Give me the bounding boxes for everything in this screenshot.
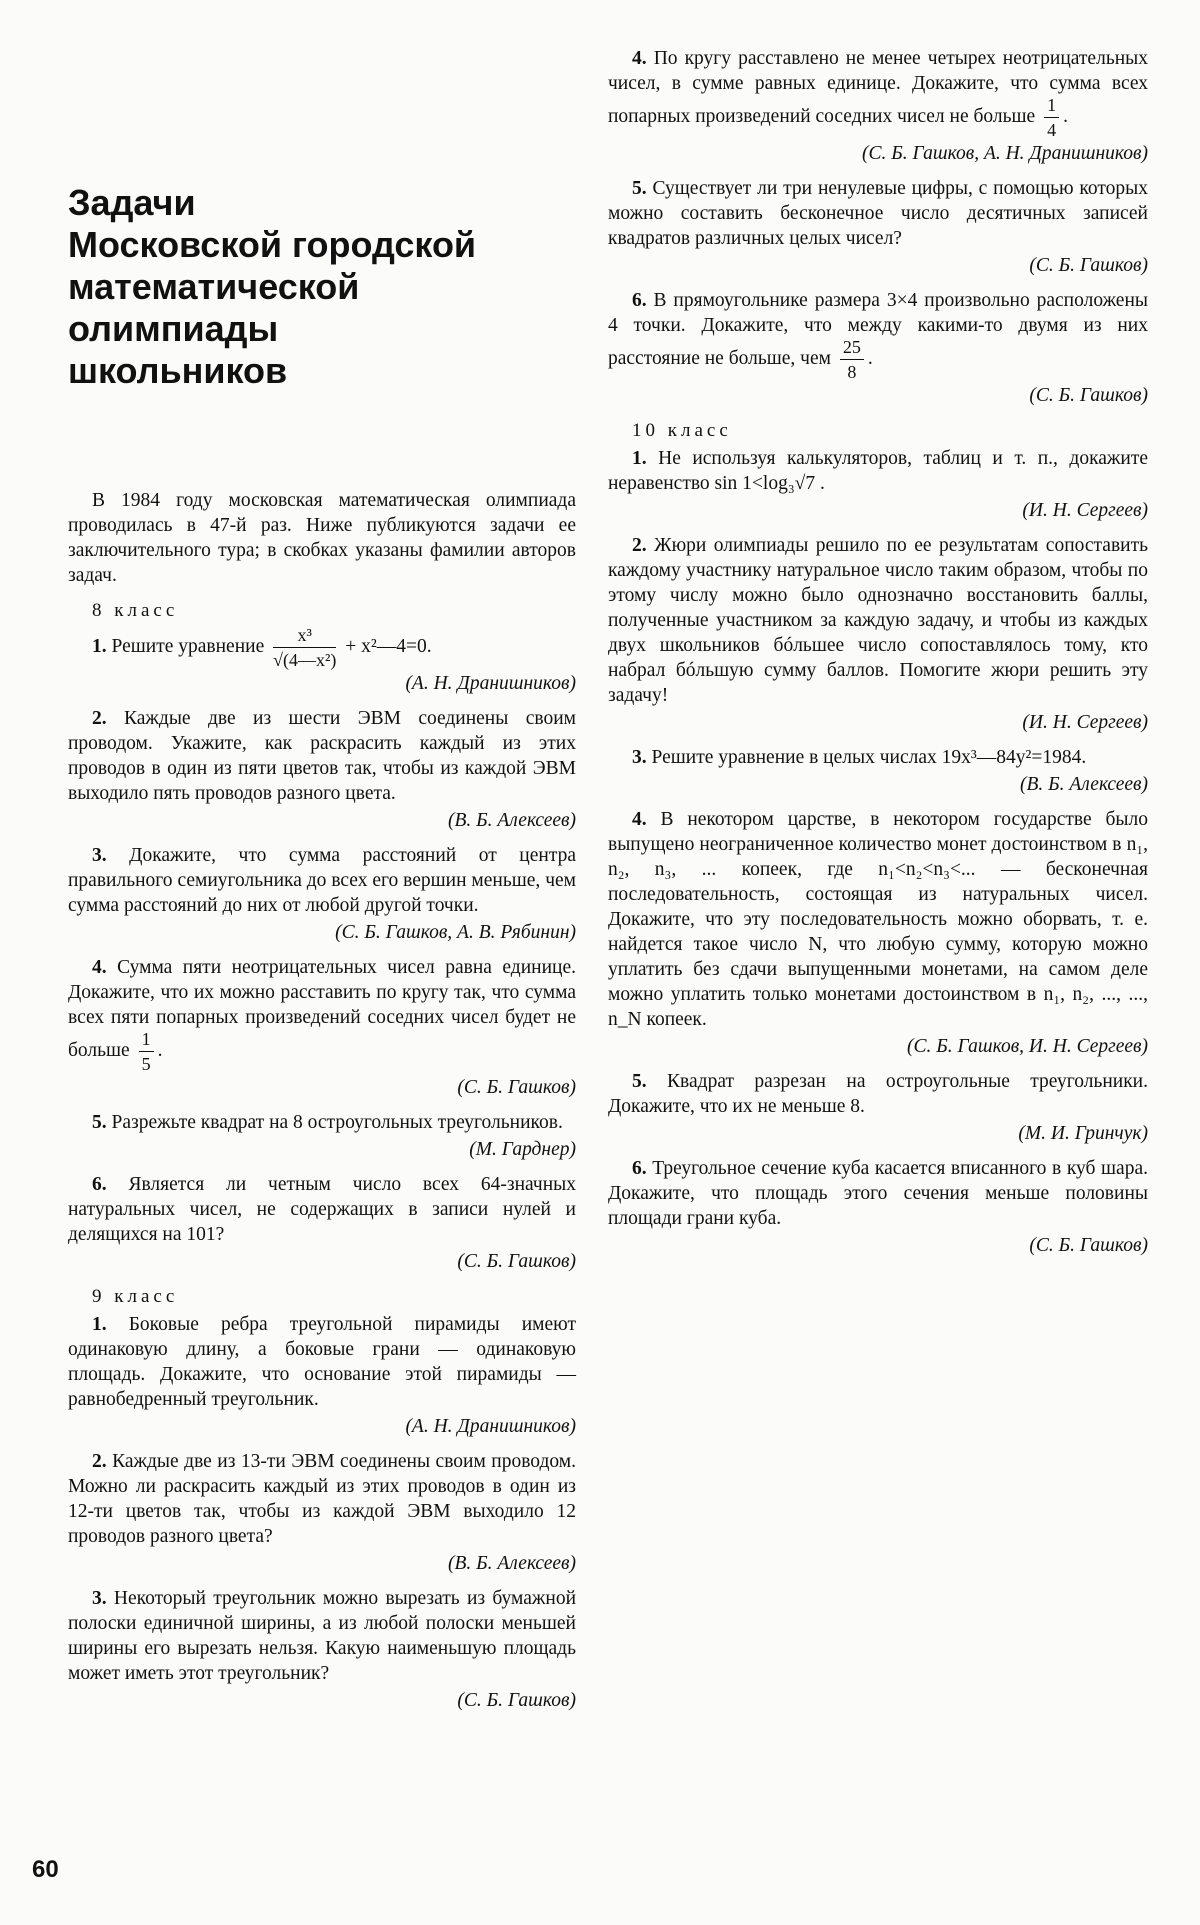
problem-10-1: [608, 446, 1148, 496]
problem-number: 1.: [92, 635, 107, 657]
problem-9-2: [68, 1449, 576, 1549]
problem-text: Квадрат разрезан на остроугольные треугольники. Докажите, что их не меньше 8.: [608, 1071, 1148, 1117]
problem-author: (В. Б. Алексеев): [447, 1553, 576, 1574]
problem-number: 3.: [92, 1588, 107, 1609]
problem-author: (С. Б. Гашков, А. Н. Дранишников): [862, 143, 1148, 164]
problem-text: Каждые две из 13-ти ЭВМ соединены своим проводом. Можно ли раскрасить каждый из этих проводов в один из 12-ти цветов так, чтобы из каждой ЭВМ выходило 12 проводов разного цвета?: [68, 1451, 576, 1547]
problem-10-2: [608, 533, 1148, 708]
problem-author: (С. Б. Гашков): [457, 1251, 576, 1272]
problem-number: 3.: [92, 845, 107, 866]
problem-8-6: [68, 1172, 576, 1247]
title-line: олимпиады: [68, 308, 279, 349]
fraction-numerator: 25: [840, 338, 864, 360]
problem-number: 4.: [92, 957, 107, 978]
problem-author: (С. Б. Гашков, И. Н. Сергеев): [906, 1036, 1148, 1057]
problem-text: В некотором царстве, в некотором государстве было выпущено неограниченное количество монет достоинством в n₁, n₂, n₃, ... копеек, где n₁<n₂<n₃<... — бесконечная последовательность, состоящая из натуральных чисел. Докажите, что эту последовательность можно оборвать, т. е. найдется такое число N, что любую сумму, которую можно уплатить без сдачи выпущенными монетами, на самом деле можно уплатить только монетами достоинством в n₁, n₂, ..., ..., n_N копеек.: [608, 809, 1148, 1030]
intro-paragraph: В 1984 году московская математическая олимпиада проводилась в 47-й раз. Ниже публикуются задачи ее заключительного тура; в скобках указаны фамилии авторов задач.: [68, 490, 576, 586]
problem-author: (С. Б. Гашков, А. В. Рябинин): [335, 922, 576, 943]
problem-author: (И. Н. Сергеев): [1022, 500, 1148, 521]
problem-text: Докажите, что сумма расстояний от центра правильного семиугольника до всех его вершин меньше, чем сумма расстояний до них от любой другой точки.: [68, 845, 576, 916]
problem-number: 2.: [92, 708, 107, 729]
problem-number: 4.: [632, 809, 647, 830]
problem-8-5: [68, 1110, 576, 1135]
problem-author: (А. Н. Дранишников): [405, 673, 576, 694]
problem-number: 2.: [632, 535, 647, 556]
problem-text: Треугольное сечение куба касается вписанного в куб шара. Докажите, что площадь этого сечения меньше половины площади грани куба.: [608, 1158, 1148, 1229]
problem-text: Некоторый треугольник можно вырезать из бумажной полоски единичной ширины, а из любой полоски меньшей ширины его вырезать нельзя. Какую наименьшую площадь может иметь этот треугольник?: [68, 1588, 577, 1684]
problem-number: 5.: [632, 1071, 647, 1092]
problem-number: 2.: [92, 1451, 107, 1472]
fraction: [840, 338, 864, 381]
problem-author: (В. Б. Алексеев): [447, 810, 576, 831]
problem-8-4: [68, 955, 576, 1073]
problem-author: (В. Б. Алексеев): [1019, 774, 1148, 795]
problem-text: Разрежьте квадрат на 8 остроугольных треугольников.: [111, 1112, 563, 1133]
problem-text: Является ли четным число всех 64-значных натуральных чисел, не содержащих в записи нулей и делящихся на 101?: [68, 1174, 576, 1245]
problem-text: Решите уравнение: [111, 635, 265, 657]
problem-number: 1.: [632, 448, 647, 469]
problem-9-4: [608, 46, 1148, 139]
problem-text: Решите уравнение в целых числах 19x³—84y²=1984.: [651, 747, 1087, 768]
page-number: 60: [32, 1856, 59, 1883]
problem-text: Сумма пяти неотрицательных чисел равна единице. Докажите, что их можно расставить по кругу так, что сумма всех пяти попарных произведений соседних чисел будет не больше: [68, 957, 576, 1061]
problem-9-5: [608, 176, 1148, 251]
problem-author: (С. Б. Гашков): [1029, 1235, 1148, 1256]
problem-author: (М. Гарднер): [469, 1139, 576, 1160]
problem-text: Боковые ребра треугольной пирамиды имеют одинаковую длину, а боковые грани — одинаковую площадь. Докажите, что основание этой пирамиды — равнобедренный треугольник.: [68, 1314, 576, 1410]
problem-text: В прямоугольнике размера 3×4 произвольно расположены 4 точки. Докажите, что между какими-то двумя из них расстояние не больше, чем: [608, 290, 1148, 369]
title-line: школьников: [68, 350, 288, 391]
problem-tail: .: [867, 347, 873, 369]
fraction-denominator: 5: [141, 1054, 151, 1074]
problem-number: 6.: [632, 1158, 647, 1179]
class-8-heading: 8 класс: [92, 600, 179, 621]
problem-tail: .: [1063, 105, 1068, 127]
problem-8-3: [68, 843, 576, 918]
equation-rest: + x²—4=0.: [345, 635, 432, 657]
right-column: [608, 46, 1148, 1258]
problem-10-6: [608, 1156, 1148, 1231]
fraction-denominator: √(4—x²): [273, 650, 337, 670]
problem-number: 3.: [632, 747, 647, 768]
problem-9-6: [608, 288, 1148, 381]
title-line: Задачи: [68, 182, 196, 223]
problem-author: (С. Б. Гашков): [1029, 255, 1148, 276]
problem-8-2: [68, 706, 576, 806]
problem-author: (А. Н. Дранишников): [405, 1416, 576, 1437]
problem-text: Каждые две из шести ЭВМ соединены своим проводом. Укажите, как раскрасить каждый из этих проводов в один из пяти цветов так, чтобы из каждой ЭВМ выходило пять проводов разного цвета.: [68, 708, 576, 804]
problem-9-1: [68, 1312, 576, 1412]
problem-author: (С. Б. Гашков): [457, 1077, 576, 1098]
problem-author: (С. Б. Гашков): [1029, 385, 1148, 406]
problem-9-3: [68, 1586, 576, 1686]
problem-8-1: [68, 626, 576, 669]
problem-10-3: [608, 745, 1148, 770]
fraction-denominator: 8: [847, 362, 857, 382]
fraction: [139, 1030, 154, 1073]
problem-10-4: [608, 807, 1148, 1032]
problem-10-5: [608, 1069, 1148, 1119]
problem-number: 1.: [92, 1314, 107, 1335]
problem-number: 6.: [92, 1174, 107, 1195]
class-9-heading: 9 класс: [92, 1286, 179, 1307]
problem-number: 5.: [92, 1112, 107, 1133]
problem-number: 4.: [632, 48, 647, 69]
problem-author: (С. Б. Гашков): [457, 1690, 576, 1711]
problem-text: По кругу расставлено не менее четырех неотрицательных чисел, в сумме равных единице. Докажите, что сумма всех попарных произведений соседних чисел не больше: [608, 48, 1149, 127]
equation-fraction: [273, 626, 336, 669]
fraction-numerator: x³: [273, 626, 336, 648]
problem-number: 5.: [632, 178, 647, 199]
fraction: [1044, 96, 1059, 139]
problem-text: Существует ли три ненулевые цифры, с помощью которых можно составить бесконечное число десятичных записей квадратов различных целых чисел?: [608, 178, 1149, 249]
fraction-denominator: 4: [1047, 120, 1057, 140]
title-line: математической: [68, 266, 360, 307]
class-10-heading: 10 класс: [632, 420, 732, 441]
problem-tail: .: [157, 1039, 163, 1061]
article-title: [68, 182, 576, 392]
problem-text: Не используя калькуляторов, таблиц и т. п., докажите неравенство sin 1<log₃√7 .: [608, 448, 1148, 494]
fraction-numerator: 1: [139, 1030, 154, 1052]
problem-author: (И. Н. Сергеев): [1022, 712, 1148, 733]
fraction-numerator: 1: [1044, 96, 1059, 118]
left-column: [68, 488, 576, 1713]
problem-author: (М. И. Гринчук): [1018, 1123, 1148, 1144]
title-line: Московской городской: [68, 224, 477, 265]
problem-number: 6.: [632, 290, 647, 311]
problem-text: Жюри олимпиады решило по ее результатам сопоставить каждому участнику натуральное число таким образом, чтобы по этому числу можно было однозначно восстановить баллы, полученные участником за каждую задачу, и чтобы из каждых двух школьников бóльшее число сопоставлялось тому, кто набрал бóльшую сумму баллов. Помогите жюри решить эту задачу!: [608, 535, 1149, 706]
